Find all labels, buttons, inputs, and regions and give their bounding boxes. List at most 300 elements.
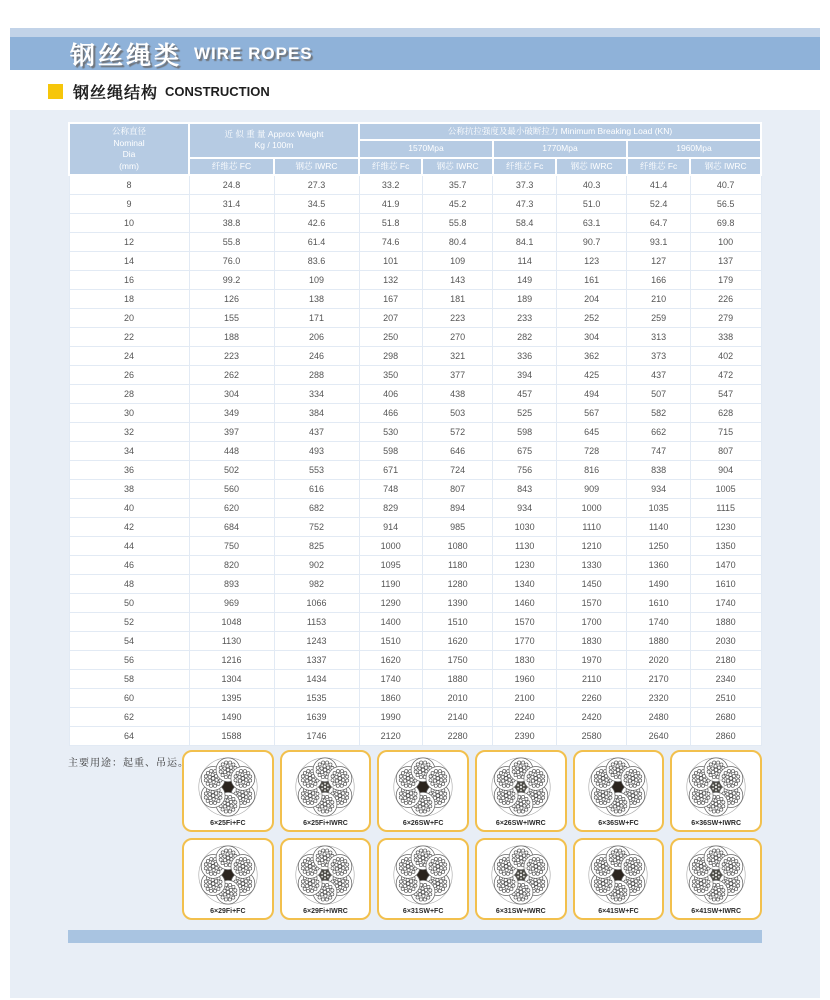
table-cell: 1610 bbox=[627, 593, 690, 612]
rope-label: 6×29Fi+FC bbox=[210, 907, 246, 915]
table-cell: 100 bbox=[690, 232, 761, 251]
rope-cross-section-icon bbox=[293, 843, 357, 907]
section-title-zh: 钢丝绳结构 bbox=[73, 84, 159, 102]
table-cell: 233 bbox=[493, 308, 556, 327]
rope-label: 6×41SW+FC bbox=[598, 907, 639, 915]
table-cell: 161 bbox=[556, 270, 627, 289]
table-cell: 123 bbox=[556, 251, 627, 270]
header-1570-iwrc: 钢芯 IWRC bbox=[422, 158, 493, 175]
table-cell: 1035 bbox=[627, 498, 690, 517]
rope-label: 6×31SW+IWRC bbox=[495, 907, 546, 915]
table-cell: 99.2 bbox=[189, 270, 274, 289]
table-cell: 838 bbox=[627, 460, 690, 479]
table-cell: 807 bbox=[422, 479, 493, 498]
header-approx-weight: 近 似 重 量 Approx Weight Kg / 100m bbox=[189, 123, 359, 158]
table-cell: 1830 bbox=[556, 631, 627, 650]
table-cell: 149 bbox=[493, 270, 556, 289]
table-cell: 101 bbox=[359, 251, 422, 270]
table-row bbox=[69, 327, 761, 346]
table-row bbox=[69, 479, 761, 498]
table-cell: 334 bbox=[274, 384, 359, 403]
table-cell: 2010 bbox=[422, 688, 493, 707]
rope-card bbox=[182, 838, 274, 920]
rope-cross-section-icon bbox=[684, 843, 748, 907]
table-cell: 502 bbox=[189, 460, 274, 479]
table-cell: 41.4 bbox=[627, 175, 690, 194]
table-cell: 547 bbox=[690, 384, 761, 403]
table-cell: 494 bbox=[556, 384, 627, 403]
table-cell: 1470 bbox=[690, 555, 761, 574]
rope-cross-section-icon bbox=[196, 843, 260, 907]
table-cell: 223 bbox=[422, 308, 493, 327]
footer-bar bbox=[68, 930, 762, 943]
rope-cross-section-icon bbox=[196, 755, 260, 819]
table-cell: 2580 bbox=[556, 726, 627, 745]
table-cell: 384 bbox=[274, 403, 359, 422]
table-cell: 493 bbox=[274, 441, 359, 460]
table-cell: 114 bbox=[493, 251, 556, 270]
table-cell: 684 bbox=[189, 517, 274, 536]
table-row bbox=[69, 650, 761, 669]
table-cell: 682 bbox=[274, 498, 359, 517]
table-cell: 52.4 bbox=[627, 194, 690, 213]
table-cell: 14 bbox=[69, 251, 189, 270]
page-banner bbox=[10, 37, 820, 70]
table-cell: 553 bbox=[274, 460, 359, 479]
table-cell: 843 bbox=[493, 479, 556, 498]
table-cell: 171 bbox=[274, 308, 359, 327]
table-cell: 2390 bbox=[493, 726, 556, 745]
table-cell: 1460 bbox=[493, 593, 556, 612]
table-cell: 1535 bbox=[274, 688, 359, 707]
table-cell: 167 bbox=[359, 289, 422, 308]
header-weight-fc: 纤维芯 FC bbox=[189, 158, 274, 175]
table-row bbox=[69, 707, 761, 726]
table-cell: 1880 bbox=[422, 669, 493, 688]
spec-table-body bbox=[69, 175, 761, 745]
table-cell: 466 bbox=[359, 403, 422, 422]
table-cell: 1115 bbox=[690, 498, 761, 517]
table-cell: 46 bbox=[69, 555, 189, 574]
table-cell: 373 bbox=[627, 346, 690, 365]
table-cell: 40.7 bbox=[690, 175, 761, 194]
table-cell: 336 bbox=[493, 346, 556, 365]
table-cell: 30 bbox=[69, 403, 189, 422]
table-cell: 26 bbox=[69, 365, 189, 384]
table-cell: 1360 bbox=[627, 555, 690, 574]
table-cell: 40.3 bbox=[556, 175, 627, 194]
table-cell: 1880 bbox=[627, 631, 690, 650]
table-cell: 893 bbox=[189, 574, 274, 593]
table-cell: 1570 bbox=[493, 612, 556, 631]
table-cell: 1620 bbox=[359, 650, 422, 669]
table-cell: 1005 bbox=[690, 479, 761, 498]
table-cell: 18 bbox=[69, 289, 189, 308]
table-cell: 304 bbox=[556, 327, 627, 346]
table-cell: 35.7 bbox=[422, 175, 493, 194]
table-cell: 20 bbox=[69, 308, 189, 327]
table-cell: 55.8 bbox=[189, 232, 274, 251]
table-cell: 406 bbox=[359, 384, 422, 403]
table-cell: 525 bbox=[493, 403, 556, 422]
table-cell: 38 bbox=[69, 479, 189, 498]
table-cell: 457 bbox=[493, 384, 556, 403]
table-cell: 1960 bbox=[493, 669, 556, 688]
table-cell: 530 bbox=[359, 422, 422, 441]
table-cell: 90.7 bbox=[556, 232, 627, 251]
rope-label: 6×36SW+FC bbox=[598, 819, 639, 827]
rope-diagram-grid bbox=[182, 746, 762, 920]
table-cell: 598 bbox=[359, 441, 422, 460]
banner-title-en: WIRE ROPES bbox=[194, 43, 313, 63]
table-cell: 155 bbox=[189, 308, 274, 327]
table-cell: 560 bbox=[189, 479, 274, 498]
section-header bbox=[48, 81, 820, 101]
rope-label: 6×29Fi+IWRC bbox=[303, 907, 348, 915]
header-nominal-dia: 公称直径 Nominal Dia (mm) bbox=[69, 123, 189, 175]
table-cell: 64 bbox=[69, 726, 189, 745]
table-cell: 34.5 bbox=[274, 194, 359, 213]
table-cell: 349 bbox=[189, 403, 274, 422]
table-cell: 829 bbox=[359, 498, 422, 517]
table-row bbox=[69, 536, 761, 555]
header-breaking-load: 公称抗拉强度及最小破断拉力 Minimum Breaking Load (KN) bbox=[359, 123, 761, 140]
table-cell: 298 bbox=[359, 346, 422, 365]
table-cell: 645 bbox=[556, 422, 627, 441]
table-cell: 914 bbox=[359, 517, 422, 536]
table-cell: 270 bbox=[422, 327, 493, 346]
table-cell: 1000 bbox=[359, 536, 422, 555]
table-cell: 582 bbox=[627, 403, 690, 422]
table-cell: 503 bbox=[422, 403, 493, 422]
table-cell: 2860 bbox=[690, 726, 761, 745]
rope-card bbox=[573, 750, 665, 832]
table-cell: 207 bbox=[359, 308, 422, 327]
table-cell: 282 bbox=[493, 327, 556, 346]
table-cell: 2120 bbox=[359, 726, 422, 745]
table-cell: 437 bbox=[274, 422, 359, 441]
rope-cross-section-icon bbox=[684, 755, 748, 819]
table-cell: 51.0 bbox=[556, 194, 627, 213]
table-cell: 56.5 bbox=[690, 194, 761, 213]
table-cell: 1330 bbox=[556, 555, 627, 574]
table-row bbox=[69, 289, 761, 308]
rope-label: 6×25Fi+IWRC bbox=[303, 819, 348, 827]
table-cell: 507 bbox=[627, 384, 690, 403]
table-cell: 909 bbox=[556, 479, 627, 498]
table-cell: 166 bbox=[627, 270, 690, 289]
rope-cross-section-icon bbox=[489, 843, 553, 907]
table-cell: 1490 bbox=[627, 574, 690, 593]
table-cell: 1639 bbox=[274, 707, 359, 726]
table-row bbox=[69, 346, 761, 365]
table-cell: 31.4 bbox=[189, 194, 274, 213]
table-cell: 748 bbox=[359, 479, 422, 498]
table-cell: 1970 bbox=[556, 650, 627, 669]
rope-label: 6×25Fi+FC bbox=[210, 819, 246, 827]
table-cell: 69.8 bbox=[690, 213, 761, 232]
table-cell: 93.1 bbox=[627, 232, 690, 251]
table-cell: 362 bbox=[556, 346, 627, 365]
table-cell: 1395 bbox=[189, 688, 274, 707]
table-cell: 1190 bbox=[359, 574, 422, 593]
table-cell: 646 bbox=[422, 441, 493, 460]
table-cell: 620 bbox=[189, 498, 274, 517]
table-row bbox=[69, 384, 761, 403]
table-row bbox=[69, 574, 761, 593]
table-cell: 904 bbox=[690, 460, 761, 479]
table-cell: 109 bbox=[274, 270, 359, 289]
table-cell: 55.8 bbox=[422, 213, 493, 232]
table-cell: 54 bbox=[69, 631, 189, 650]
table-cell: 2110 bbox=[556, 669, 627, 688]
table-cell: 40 bbox=[69, 498, 189, 517]
table-cell: 825 bbox=[274, 536, 359, 555]
table-cell: 132 bbox=[359, 270, 422, 289]
table-cell: 181 bbox=[422, 289, 493, 308]
table-row bbox=[69, 726, 761, 745]
table-row bbox=[69, 593, 761, 612]
table-cell: 628 bbox=[690, 403, 761, 422]
table-cell: 34 bbox=[69, 441, 189, 460]
table-cell: 50 bbox=[69, 593, 189, 612]
table-cell: 246 bbox=[274, 346, 359, 365]
table-cell: 206 bbox=[274, 327, 359, 346]
table-row bbox=[69, 175, 761, 194]
header-1960-iwrc: 钢芯 IWRC bbox=[690, 158, 761, 175]
table-cell: 752 bbox=[274, 517, 359, 536]
table-cell: 313 bbox=[627, 327, 690, 346]
table-cell: 2260 bbox=[556, 688, 627, 707]
table-row bbox=[69, 194, 761, 213]
table-cell: 1740 bbox=[690, 593, 761, 612]
table-cell: 425 bbox=[556, 365, 627, 384]
rope-cross-section-icon bbox=[293, 755, 357, 819]
yellow-bullet-icon bbox=[48, 84, 63, 99]
table-cell: 1510 bbox=[359, 631, 422, 650]
table-row bbox=[69, 213, 761, 232]
table-cell: 45.2 bbox=[422, 194, 493, 213]
table-cell: 750 bbox=[189, 536, 274, 555]
table-cell: 902 bbox=[274, 555, 359, 574]
table-cell: 259 bbox=[627, 308, 690, 327]
table-cell: 1066 bbox=[274, 593, 359, 612]
table-cell: 58.4 bbox=[493, 213, 556, 232]
table-cell: 448 bbox=[189, 441, 274, 460]
table-cell: 9 bbox=[69, 194, 189, 213]
table-cell: 567 bbox=[556, 403, 627, 422]
table-cell: 2480 bbox=[627, 707, 690, 726]
table-cell: 24 bbox=[69, 346, 189, 365]
table-cell: 472 bbox=[690, 365, 761, 384]
table-cell: 44 bbox=[69, 536, 189, 555]
table-cell: 1080 bbox=[422, 536, 493, 555]
content-panel bbox=[10, 110, 820, 998]
table-cell: 747 bbox=[627, 441, 690, 460]
table-cell: 33.2 bbox=[359, 175, 422, 194]
header-1960mpa: 1960Mpa bbox=[627, 140, 761, 157]
table-cell: 1230 bbox=[493, 555, 556, 574]
table-cell: 1000 bbox=[556, 498, 627, 517]
table-cell: 437 bbox=[627, 365, 690, 384]
table-cell: 2180 bbox=[690, 650, 761, 669]
table-cell: 74.6 bbox=[359, 232, 422, 251]
table-row bbox=[69, 669, 761, 688]
table-cell: 28 bbox=[69, 384, 189, 403]
table-cell: 64.7 bbox=[627, 213, 690, 232]
table-row bbox=[69, 365, 761, 384]
rope-card bbox=[475, 838, 567, 920]
table-cell: 16 bbox=[69, 270, 189, 289]
table-cell: 210 bbox=[627, 289, 690, 308]
table-cell: 38.8 bbox=[189, 213, 274, 232]
table-cell: 728 bbox=[556, 441, 627, 460]
table-cell: 22 bbox=[69, 327, 189, 346]
table-cell: 223 bbox=[189, 346, 274, 365]
table-row bbox=[69, 270, 761, 289]
table-cell: 1860 bbox=[359, 688, 422, 707]
table-cell: 894 bbox=[422, 498, 493, 517]
table-cell: 1350 bbox=[690, 536, 761, 555]
table-cell: 715 bbox=[690, 422, 761, 441]
table-cell: 2030 bbox=[690, 631, 761, 650]
table-cell: 321 bbox=[422, 346, 493, 365]
table-cell: 1400 bbox=[359, 612, 422, 631]
table-row bbox=[69, 517, 761, 536]
table-cell: 1588 bbox=[189, 726, 274, 745]
table-cell: 1434 bbox=[274, 669, 359, 688]
table-cell: 58 bbox=[69, 669, 189, 688]
header-1960-fc: 纤维芯 Fc bbox=[627, 158, 690, 175]
table-cell: 252 bbox=[556, 308, 627, 327]
table-cell: 24.8 bbox=[189, 175, 274, 194]
table-cell: 2140 bbox=[422, 707, 493, 726]
table-cell: 1390 bbox=[422, 593, 493, 612]
table-cell: 675 bbox=[493, 441, 556, 460]
rope-card bbox=[670, 838, 762, 920]
table-cell: 2240 bbox=[493, 707, 556, 726]
table-cell: 1740 bbox=[627, 612, 690, 631]
table-row bbox=[69, 555, 761, 574]
table-cell: 143 bbox=[422, 270, 493, 289]
rope-cross-section-icon bbox=[586, 843, 650, 907]
table-cell: 12 bbox=[69, 232, 189, 251]
table-cell: 52 bbox=[69, 612, 189, 631]
table-cell: 262 bbox=[189, 365, 274, 384]
table-cell: 397 bbox=[189, 422, 274, 441]
table-row bbox=[69, 422, 761, 441]
table-cell: 807 bbox=[690, 441, 761, 460]
rope-label: 6×31SW+FC bbox=[402, 907, 444, 915]
table-cell: 2340 bbox=[690, 669, 761, 688]
table-cell: 2280 bbox=[422, 726, 493, 745]
table-cell: 8 bbox=[69, 175, 189, 194]
table-cell: 188 bbox=[189, 327, 274, 346]
table-cell: 2020 bbox=[627, 650, 690, 669]
table-cell: 756 bbox=[493, 460, 556, 479]
table-cell: 279 bbox=[690, 308, 761, 327]
rope-label: 6×41SW+IWRC bbox=[691, 907, 742, 915]
header-weight-iwrc: 钢芯 IWRC bbox=[274, 158, 359, 175]
table-cell: 288 bbox=[274, 365, 359, 384]
table-cell: 27.3 bbox=[274, 175, 359, 194]
table-cell: 1140 bbox=[627, 517, 690, 536]
spec-table bbox=[68, 122, 762, 746]
table-cell: 304 bbox=[189, 384, 274, 403]
table-row bbox=[69, 441, 761, 460]
table-cell: 394 bbox=[493, 365, 556, 384]
table-cell: 76.0 bbox=[189, 251, 274, 270]
table-cell: 1450 bbox=[556, 574, 627, 593]
rope-card bbox=[475, 750, 567, 832]
table-cell: 37.3 bbox=[493, 175, 556, 194]
table-cell: 1290 bbox=[359, 593, 422, 612]
table-cell: 1280 bbox=[422, 574, 493, 593]
table-cell: 56 bbox=[69, 650, 189, 669]
table-row bbox=[69, 460, 761, 479]
rope-card bbox=[280, 750, 372, 832]
rope-label: 6×26SW+FC bbox=[402, 819, 444, 827]
table-cell: 1095 bbox=[359, 555, 422, 574]
table-cell: 1210 bbox=[556, 536, 627, 555]
table-cell: 126 bbox=[189, 289, 274, 308]
rope-cross-section-icon bbox=[586, 755, 650, 819]
table-cell: 1110 bbox=[556, 517, 627, 536]
table-cell: 60 bbox=[69, 688, 189, 707]
table-cell: 438 bbox=[422, 384, 493, 403]
table-cell: 1770 bbox=[493, 631, 556, 650]
table-cell: 10 bbox=[69, 213, 189, 232]
table-cell: 226 bbox=[690, 289, 761, 308]
table-cell: 61.4 bbox=[274, 232, 359, 251]
table-cell: 41.9 bbox=[359, 194, 422, 213]
table-cell: 2640 bbox=[627, 726, 690, 745]
section-title-en: CONSTRUCTION bbox=[165, 83, 270, 99]
table-cell: 662 bbox=[627, 422, 690, 441]
table-cell: 2170 bbox=[627, 669, 690, 688]
table-cell: 2420 bbox=[556, 707, 627, 726]
table-cell: 1180 bbox=[422, 555, 493, 574]
table-cell: 1337 bbox=[274, 650, 359, 669]
table-row bbox=[69, 498, 761, 517]
rope-card bbox=[573, 838, 665, 920]
table-row bbox=[69, 688, 761, 707]
rope-label: 6×26SW+IWRC bbox=[495, 819, 546, 827]
table-cell: 1130 bbox=[493, 536, 556, 555]
table-cell: 42 bbox=[69, 517, 189, 536]
table-cell: 338 bbox=[690, 327, 761, 346]
table-cell: 1746 bbox=[274, 726, 359, 745]
table-row bbox=[69, 232, 761, 251]
table-cell: 2510 bbox=[690, 688, 761, 707]
spec-table-head bbox=[69, 123, 761, 175]
rope-card bbox=[377, 838, 469, 920]
table-cell: 80.4 bbox=[422, 232, 493, 251]
table-cell: 127 bbox=[627, 251, 690, 270]
table-cell: 934 bbox=[627, 479, 690, 498]
table-cell: 204 bbox=[556, 289, 627, 308]
table-cell: 616 bbox=[274, 479, 359, 498]
header-1570-fc: 纤维芯 Fc bbox=[359, 158, 422, 175]
table-cell: 47.3 bbox=[493, 194, 556, 213]
table-cell: 934 bbox=[493, 498, 556, 517]
table-cell: 138 bbox=[274, 289, 359, 308]
rope-card bbox=[377, 750, 469, 832]
diagram-section bbox=[68, 746, 762, 920]
header-1770-iwrc: 钢芯 IWRC bbox=[556, 158, 627, 175]
usage-note: 主要用途：起重、吊运。 bbox=[68, 757, 189, 769]
table-cell: 51.8 bbox=[359, 213, 422, 232]
